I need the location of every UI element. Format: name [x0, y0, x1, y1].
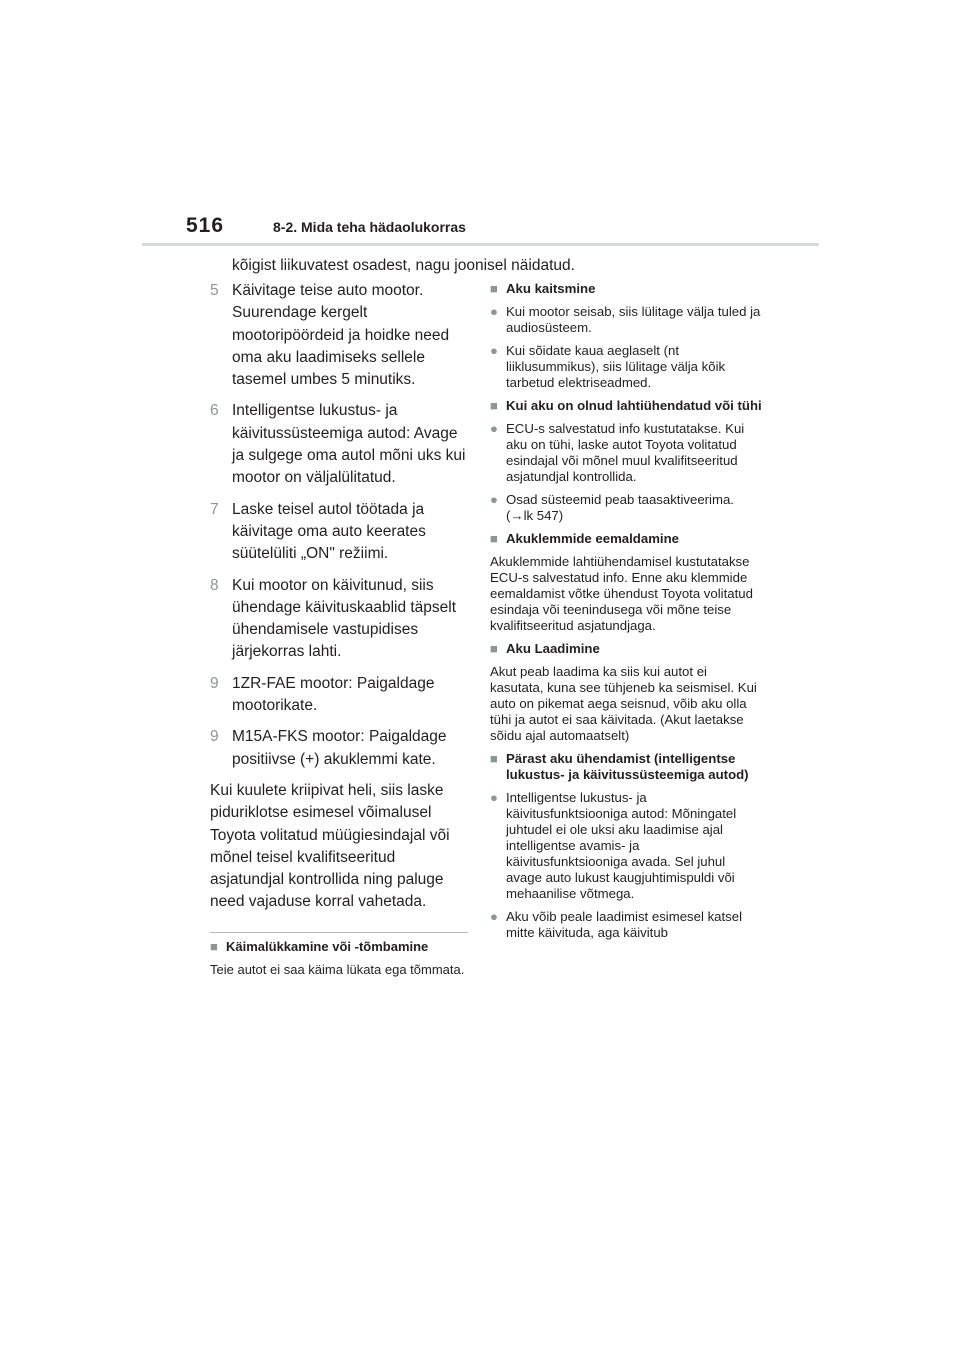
bullet-icon: ● [490, 790, 498, 805]
bullet-text: Kui sõidate kaua aeglaselt (nt liiklusummikus), siis lülitage välja kõik tarbetud elektriseadmed. [506, 343, 726, 390]
step-number: 9 [210, 728, 219, 746]
square-marker-icon: ■ [210, 938, 218, 954]
bullet-icon: ● [490, 909, 498, 924]
right-column [490, 281, 762, 948]
bullet-text: Intelligentse lukustus- ja käivitusfunktsiooniga autod: Mõningatel juhtudel ei ole uksi aku laadimise ajal intelligentse avamis- ja käivitusfunktsiooniga avada. Sel juhul avage auto lukust kaugjuhtimispuldi või mehaanilise võtmega. [506, 790, 737, 901]
section-heading [490, 281, 762, 297]
section-heading [490, 751, 762, 783]
note-text: Teie autot ei saa käima lükata ega tõmmata. [210, 961, 465, 977]
bullet-icon: ● [490, 304, 498, 319]
step-text: Intelligentse lukustus- ja käivitussüsteemiga autod: Avage ja sulgege oma autol mõni uks kui mootor on väljalülitatud. [232, 402, 466, 487]
step-item [210, 280, 472, 391]
closing-paragraph: Kui kuulete kriipivat heli, siis laske piduriklotse esimesel võimalusel Toyota volitatud müügiesindajal või mõnel teisel kvalifitseeritud asjatundjal kontrollida ning paluge need vajaduse korral vahetada. [210, 781, 450, 911]
bullet-item [490, 421, 762, 485]
step-item [210, 400, 472, 489]
step-number: 5 [210, 282, 219, 299]
step-number: 9 [210, 674, 219, 692]
bullet-text: Kui mootor seisab, siis lülitage välja tuled ja audiosüsteem. [506, 304, 761, 335]
step-item [210, 499, 472, 566]
intro-text: kõigist liikuvatest osadest, nagu joonisel näidatud. [232, 257, 575, 274]
bullet-item [490, 909, 762, 941]
section-heading-text: Pärast aku ühendamist (intelligentse lukustus- ja käivitussüsteemiga autod) [506, 751, 749, 782]
square-marker-icon: ■ [490, 751, 498, 766]
bullet-icon: ● [490, 421, 498, 436]
left-column [210, 280, 472, 985]
bullet-item [490, 343, 762, 391]
bullet-item [490, 304, 762, 336]
bullet-item [490, 790, 762, 902]
square-marker-icon: ■ [490, 281, 498, 296]
step-number: 8 [210, 576, 219, 594]
bullet-text: Osad süsteemid peab taasaktiveerima. (→lk 547) [506, 492, 734, 523]
step-text: Laske teisel autol töötada ja käivitage oma auto keerates süütelüliti „ON" režiimi. [232, 500, 426, 563]
section-heading-text: Aku Laadimine [506, 641, 600, 656]
step-number: 7 [210, 500, 219, 518]
step-text: 1ZR-FAE mootor: Paigaldage mootorikate. [232, 674, 435, 715]
note-heading [210, 939, 472, 955]
section-heading [490, 641, 762, 657]
section-text: Akut peab laadima ka siis kui autot ei kasutata, kuna see tühjeneb ka seismisel. Kui auto on pikemat aega seisnud, võib aku olla tühi ja autot ei saa käivitada. (Akut laetakse sõidu ajal automaatselt) [490, 664, 757, 743]
step-item [210, 726, 472, 771]
bullet-icon: ● [490, 343, 498, 358]
section-heading-text: Kui aku on olnud lahtiühendatud või tühi [506, 398, 762, 413]
note-heading-text: Käimalükkamine või -tõmbamine [226, 938, 429, 954]
bullet-icon: ● [490, 492, 498, 507]
step-text: M15A-FKS mootor: Paigaldage positiivse (+) akuklemmi kate. [232, 728, 447, 768]
section-heading [490, 531, 762, 547]
step-item [210, 673, 472, 718]
step-text: Kui mootor on käivitunud, siis ühendage käivituskaablid täpselt ühendamisele vastupidises järjekorras lahti. [232, 576, 457, 661]
square-marker-icon: ■ [490, 531, 498, 546]
section-text: Akuklemmide lahtiühendamisel kustutatakse ECU-s salvestatud info. Enne aku klemmide eemaldamist võtke ühendust Toyota volitatud esindaja või teenindusega või mõne teise kvalifitseeritud asjatundjaga. [490, 554, 753, 633]
section-heading-text: Akuklemmide eemaldamine [506, 531, 679, 546]
step-number: 6 [210, 402, 219, 420]
bullet-item [490, 492, 762, 524]
step-text: Käivitage teise auto mootor. Suurendage kergelt mootoripöördeid ja hoidke need oma aku laadimiseks sellele tasemel umbes 5 minutiks. [232, 282, 450, 389]
square-marker-icon: ■ [490, 641, 498, 656]
section-heading [490, 398, 762, 414]
section-title: 8-2. Mida teha hädaolukorras [273, 219, 466, 235]
section-heading-text: Aku kaitsmine [506, 281, 596, 296]
page-number: 516 [186, 214, 225, 237]
bullet-text: ECU-s salvestatud info kustutatakse. Kui aku on tühi, laske autot Toyota volitatud esindajal või mõnel muul kvalifitseeritud asjatundjal kontrollida. [506, 421, 745, 484]
header-divider [142, 243, 819, 246]
bullet-text: Aku võib peale laadimist esimesel katsel mitte käivituda, aga käivitub [506, 909, 743, 940]
note-divider [210, 932, 468, 933]
step-item [210, 575, 472, 664]
square-marker-icon: ■ [490, 398, 498, 413]
